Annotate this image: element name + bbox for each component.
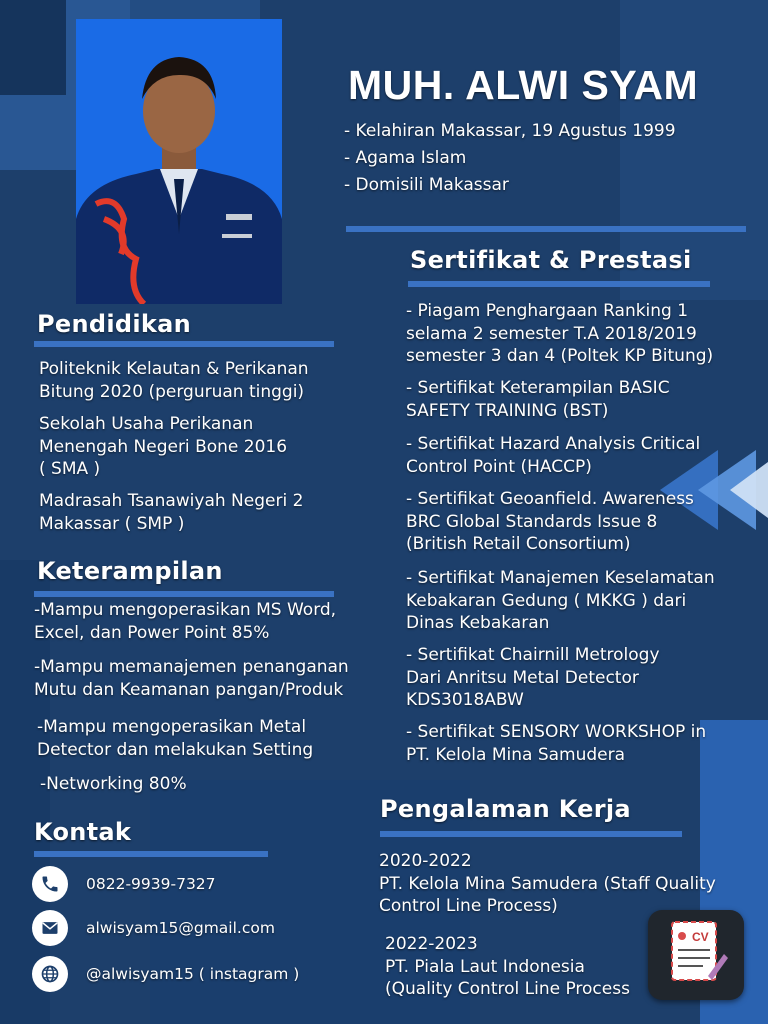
experience-item: 2022-2023 PT. Piala Laut Indonesia (Quality Control Line Process <box>385 934 630 999</box>
info-line: - Agama Islam <box>344 148 467 168</box>
cv-app-badge[interactable] <box>648 910 744 1000</box>
info-line: - Domisili Makassar <box>344 175 509 195</box>
skill-item: -Networking 80% <box>40 774 187 794</box>
certificate-item: - Piagam Penghargaan Ranking 1 selama 2 semester T.A 2018/2019 semester 3 dan 4 (Poltek KP Bitung) <box>406 301 714 366</box>
certificate-item: - Sertifikat Chairnill Metrology Dari Anritsu Metal Detector KDS3018ABW <box>406 645 660 710</box>
divider <box>34 341 334 347</box>
divider <box>380 831 682 837</box>
divider <box>34 851 268 857</box>
certificate-item: - Sertifikat SENSORY WORKSHOP in PT. Kelola Mina Samudera <box>406 722 707 765</box>
section-title-contact: Kontak <box>34 818 132 846</box>
certificate-item: - Sertifikat Manajemen Keselamatan Kebakaran Gedung ( MKKG ) dari Dinas Kebakaran <box>406 568 715 633</box>
section-title-skills: Keterampilan <box>37 557 223 585</box>
experience-item: 2020-2022 PT. Kelola Mina Samudera (Staff Quality Control Line Process) <box>379 851 716 916</box>
person-name: MUH. ALWI SYAM <box>348 62 699 108</box>
phone-number: 0822-9939-7327 <box>86 875 216 893</box>
certificate-item: - Sertifikat Hazard Analysis Critical Control Point (HACCP) <box>406 434 701 477</box>
section-title-education: Pendidikan <box>37 310 192 338</box>
contact-email[interactable] <box>32 910 275 946</box>
info-line: - Kelahiran Makassar, 19 Agustus 1999 <box>344 121 676 141</box>
email-address: alwisyam15@gmail.com <box>86 919 275 937</box>
skill-item: -Mampu mengoperasikan MS Word, Excel, dan Power Point 85% <box>34 600 337 643</box>
contact-phone[interactable] <box>32 866 216 902</box>
cv-document-icon <box>648 910 744 1000</box>
education-item: Madrasah Tsanawiyah Negeri 2 Makassar ( SMP ) <box>39 491 304 534</box>
certificate-item: - Sertifikat Keterampilan BASIC SAFETY TRAINING (BST) <box>406 378 670 421</box>
contact-instagram[interactable] <box>32 956 299 992</box>
divider <box>34 591 334 597</box>
instagram-handle: @alwisyam15 ( instagram ) <box>86 965 300 983</box>
profile-photo <box>76 19 282 304</box>
cv-label: CV <box>692 930 709 944</box>
phone-icon <box>32 866 68 902</box>
education-item: Sekolah Usaha Perikanan Menengah Negeri Bone 2016 ( SMA ) <box>39 414 288 479</box>
bg-block <box>0 0 66 95</box>
skill-item: -Mampu memanajemen penanganan Mutu dan Keamanan pangan/Produk <box>34 657 349 700</box>
globe-icon <box>32 956 68 992</box>
personal-info <box>344 118 676 199</box>
section-title-certificates: Sertifikat & Prestasi <box>410 246 692 274</box>
skill-item: -Mampu mengoperasikan Metal Detector dan melakukan Setting <box>37 717 314 760</box>
divider <box>408 281 710 287</box>
education-item: Politeknik Kelautan & Perikanan Bitung 2020 (perguruan tinggi) <box>39 359 309 402</box>
section-title-experience: Pengalaman Kerja <box>380 795 631 823</box>
mail-icon <box>32 910 68 946</box>
divider <box>346 226 746 232</box>
certificate-item: - Sertifikat Geoanfield. Awareness BRC Global Standards Issue 8 (British Retail Consortium) <box>406 489 694 554</box>
